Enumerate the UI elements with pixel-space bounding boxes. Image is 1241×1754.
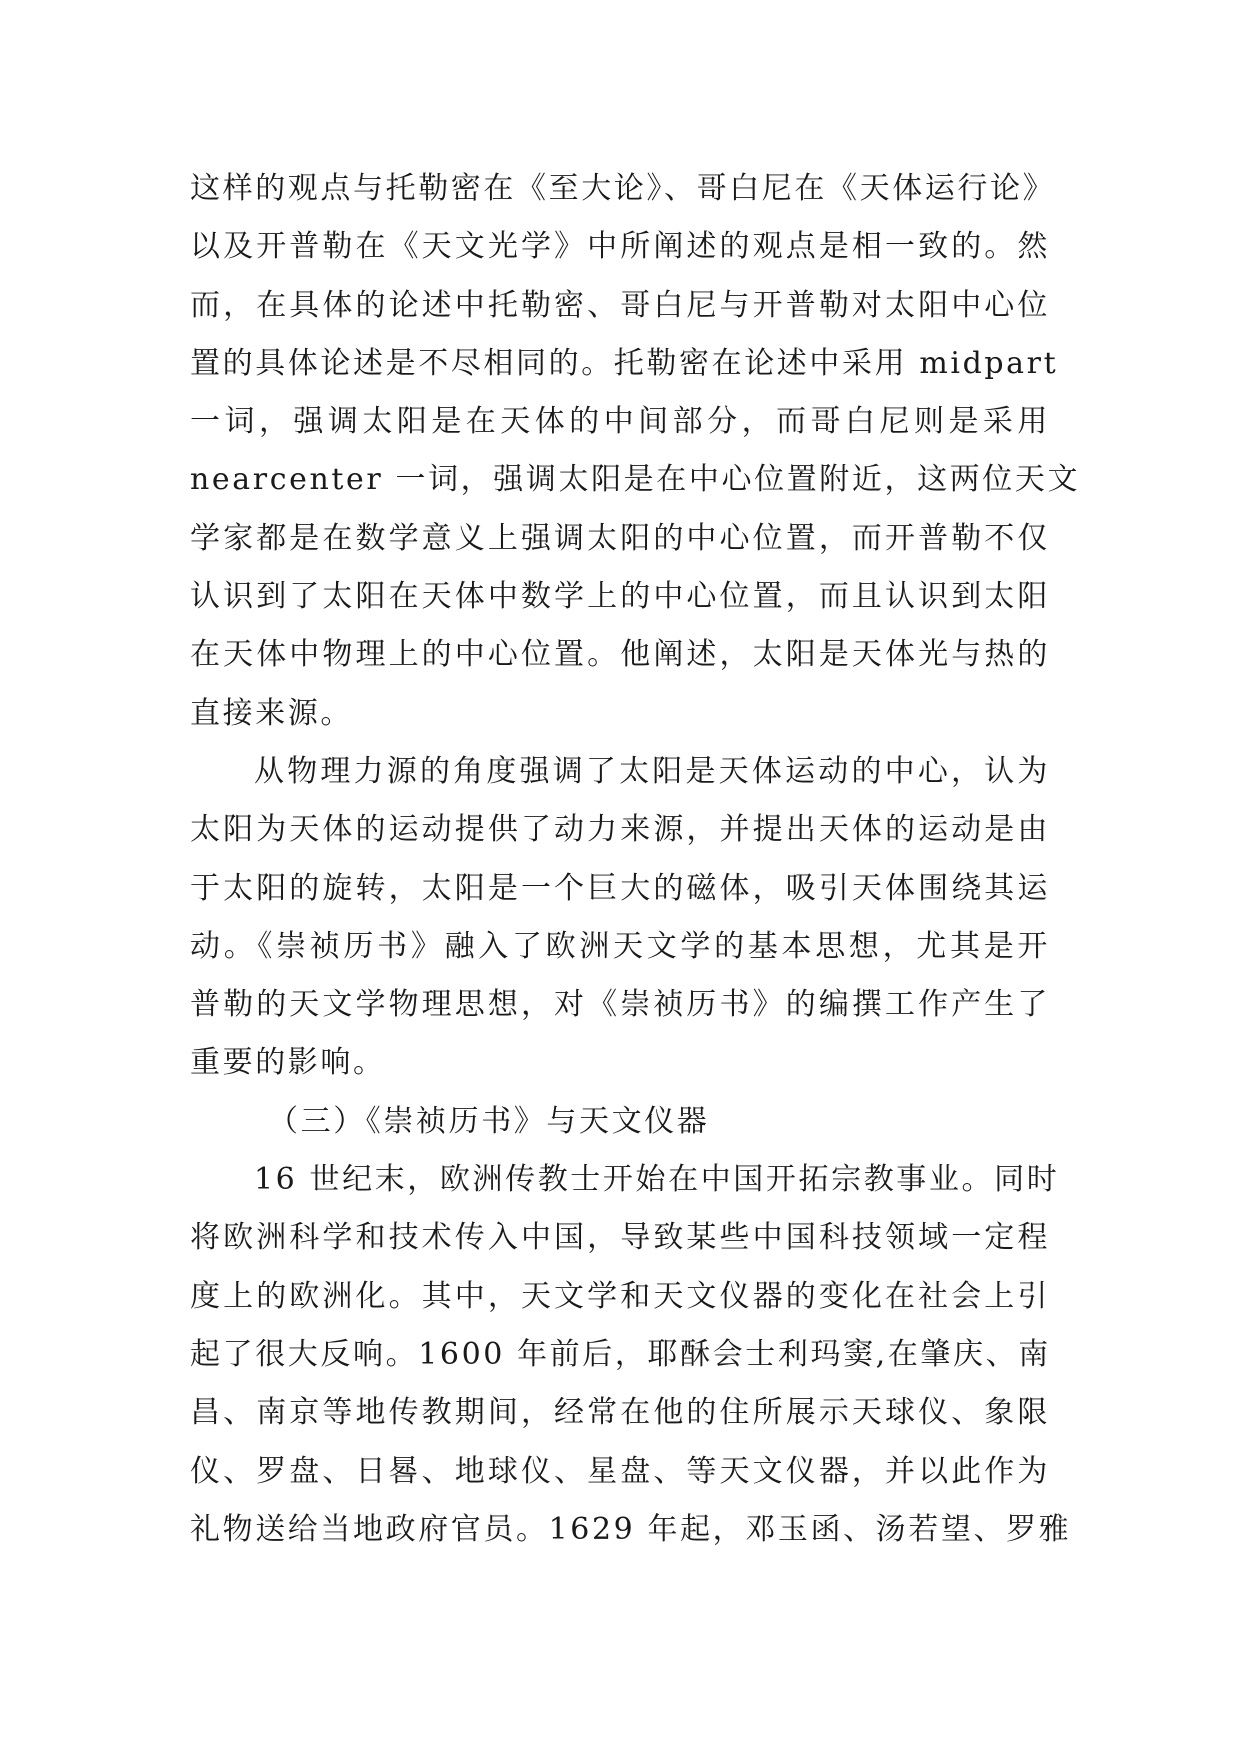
text-line: 直接来源。 (190, 695, 353, 731)
text-line: 重要的影响。 (190, 1045, 386, 1081)
section-heading (190, 1093, 1050, 1151)
text-line: 置的具体论述是不尽相同的。托勒密在论述中采用 midpart (190, 345, 1059, 381)
paragraph-2 (190, 743, 1050, 1093)
paragraph-3 (190, 1151, 1072, 1559)
text-line: 这样的观点与托勒密在《至大论》、哥白尼在《天体运行论》 (190, 171, 1056, 206)
text-line: 昌、南京等地传教期间，经常在他的住所展示天球仪、象限 (190, 1395, 1050, 1431)
text-line: nearcenter 一词，强调太阳是在中心位置附近，这两位天文 (190, 462, 1081, 498)
text-line: 学家都是在数学意义上强调太阳的中心位置，而开普勒不仅 (190, 520, 1050, 556)
text-line: 度上的欧洲化。其中，天文学和天文仪器的变化在社会上引 (190, 1278, 1050, 1314)
text-line: 将欧洲科学和技术传入中国，导致某些中国科技领域一定程 (190, 1220, 1050, 1256)
text-line: 从物理力源的角度强调了太阳是天体运动的中心，认为 (254, 753, 1050, 789)
section-heading-text: （三）《崇祯历书》与天文仪器 (268, 1103, 710, 1139)
text-line: 仪、罗盘、日晷、地球仪、星盘、等天文仪器，并以此作为 (190, 1453, 1050, 1489)
text-line: 一词，强调太阳是在天体的中间部分，而哥白尼则是采用 (190, 404, 1050, 440)
text-line: 普勒的天文学物理思想，对《崇祯历书》的编撰工作产生了 (190, 987, 1050, 1023)
text-line: 动。《崇祯历书》融入了欧洲天文学的基本思想，尤其是开 (190, 928, 1050, 964)
text-line: 认识到了太阳在天体中数学上的中心位置，而且认识到太阳 (190, 579, 1050, 615)
paragraph-1 (190, 160, 1081, 743)
text-line: 起了很大反响。1600 年前后，耶酥会士利玛窦,在肇庆、南 (190, 1336, 1051, 1372)
document-body (190, 160, 1081, 1559)
text-line: 于太阳的旋转，太阳是一个巨大的磁体，吸引天体围绕其运 (190, 870, 1050, 906)
text-line: 而，在具体的论述中托勒密、哥白尼与开普勒对太阳中心位 (190, 287, 1050, 323)
text-line: 以及开普勒在《天文光学》中所阐述的观点是相一致的。然 (190, 229, 1050, 265)
text-line: 太阳为天体的运动提供了动力来源，并提出天体的运动是由 (190, 812, 1050, 848)
text-line: 16 世纪末，欧洲传教士开始在中国开拓宗教事业。同时 (254, 1162, 1060, 1198)
text-line: 礼物送给当地政府官员。1629 年起，邓玉函、汤若望、罗雅 (190, 1511, 1072, 1547)
text-line: 在天体中物理上的中心位置。他阐述，太阳是天体光与热的 (190, 637, 1050, 673)
